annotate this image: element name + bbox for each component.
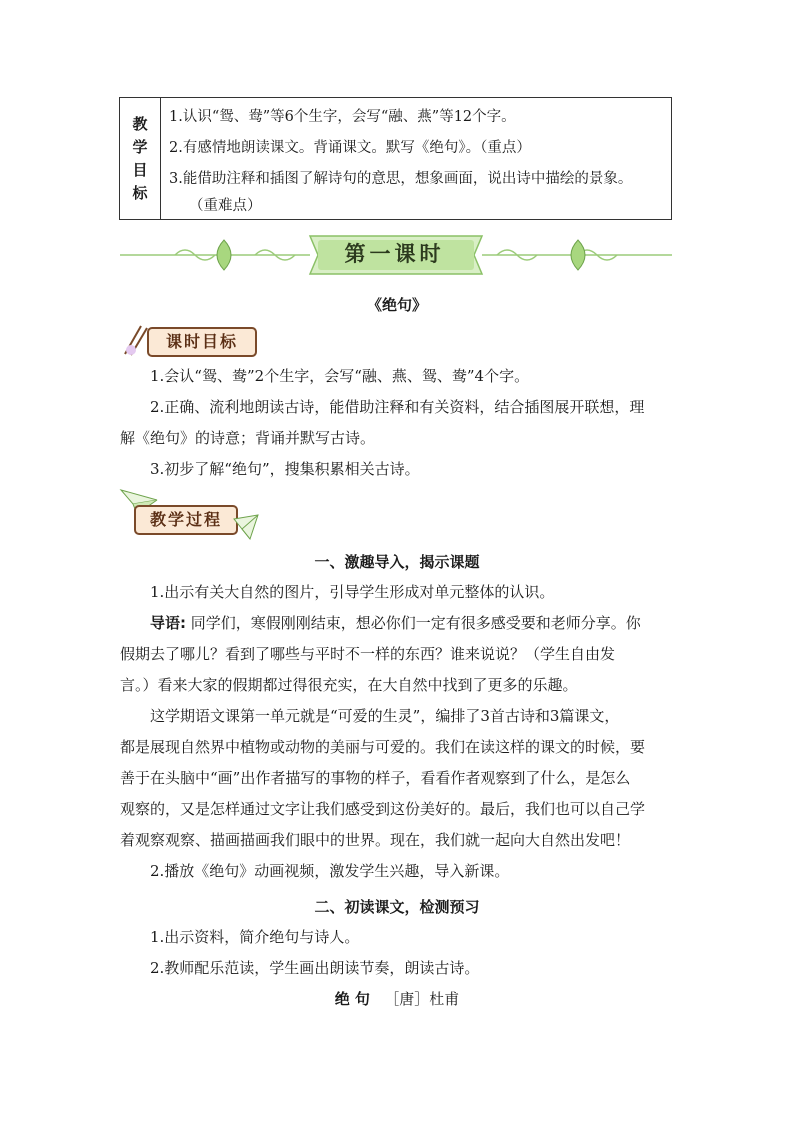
paragraph-line: 观察的，又是怎样通过文字让我们感受到这份美好的。最后，我们也可以自己学 — [120, 800, 646, 818]
list-item: 1.出示有关大自然的图片，引导学生形成对单元整体的认识。 — [150, 583, 555, 601]
poem-heading-dynasty: ［唐］ — [384, 990, 430, 1008]
goals-header-char: 教 — [132, 114, 148, 133]
goal-item-continuation: （重难点） — [189, 198, 262, 214]
goal-item: 1.认识“鸳、鸯”等6个生字，会写“融、燕”等12个字。 — [169, 109, 516, 125]
guide-text: 同学们，寒假刚刚结束，想必你们一定有很多感受要和老师分享。你 — [186, 614, 641, 632]
tag-teaching-process: 教学过程 — [134, 505, 238, 535]
goals-list — [161, 98, 671, 219]
guide-line: 言。）看来大家的假期都过得很充实，在大自然中找到了更多的乐趣。 — [120, 676, 578, 694]
goal-item: 2.有感情地朗读课文。背诵课文。默写《绝句》。（重点） — [169, 140, 531, 156]
poem-title: 《绝句》 — [366, 296, 427, 314]
guide-line: 假期去了哪儿？看到了哪些与平时不一样的东西？谁来说说？（学生自由发 — [120, 645, 616, 663]
paragraph-line: 善于在头脑中“画”出作者描写的事物的样子，看看作者观察到了什么，是怎么 — [120, 769, 631, 787]
list-item: 1.出示资料，简介绝句与诗人。 — [150, 928, 360, 946]
goals-header-char: 目 — [132, 160, 148, 179]
section1-body — [120, 577, 674, 887]
objective-item: 2.正确、流利地朗读古诗，能借助注释和有关资料，结合插图展开联想，理 — [150, 398, 645, 416]
guide-label: 导语: — [150, 614, 186, 632]
section2-body — [120, 922, 674, 984]
list-item: 2.播放《绝句》动画视频，激发学生兴趣，导入新课。 — [150, 862, 510, 880]
objective-item: 3.初步了解“绝句”，搜集积累相关古诗。 — [150, 460, 420, 478]
poem-heading-author: 杜甫 — [429, 990, 460, 1008]
paper-plane-icon — [232, 513, 260, 541]
list-item: 2.教师配乐范读，学生画出朗读节奏，朗读古诗。 — [150, 959, 480, 977]
section-title: 一、激趣导入，揭示课题 — [314, 553, 480, 571]
objective-item: 1.会认“鸳、鸯”2个生字，会写“融、燕、鸳、鸯”4个字。 — [150, 367, 530, 385]
goal-item: 3.能借助注释和插图了解诗句的意思，想象画面，说出诗中描绘的景象。 — [169, 171, 633, 187]
tag-lesson-objectives: 课时目标 — [147, 327, 257, 357]
paragraph-line: 着观察观察、描画描画我们眼中的世界。现在，我们就一起向大自然出发吧！ — [120, 831, 631, 849]
goals-header-char: 学 — [132, 137, 148, 156]
poem-heading — [0, 988, 794, 1009]
teaching-goals-table — [119, 97, 672, 220]
guide-line — [120, 608, 674, 639]
paragraph-line: 都是展现自然界中植物或动物的美丽与可爱的。我们在读这样的课文的时候，要 — [120, 738, 646, 756]
objectives-list — [120, 361, 674, 485]
goals-header — [120, 98, 161, 219]
paragraph-line: 这学期语文课第一单元就是“可爱的生灵”，编排了3首古诗和3篇课文， — [150, 707, 620, 725]
goals-header-char: 标 — [132, 183, 148, 202]
section-title: 二、初读课文，检测预习 — [314, 898, 480, 916]
poem-heading-title: 绝 句 — [334, 990, 370, 1008]
lesson-banner-title: 第一课时 — [344, 242, 445, 266]
objective-item-continuation: 解《绝句》的诗意；背诵并默写古诗。 — [120, 429, 376, 447]
